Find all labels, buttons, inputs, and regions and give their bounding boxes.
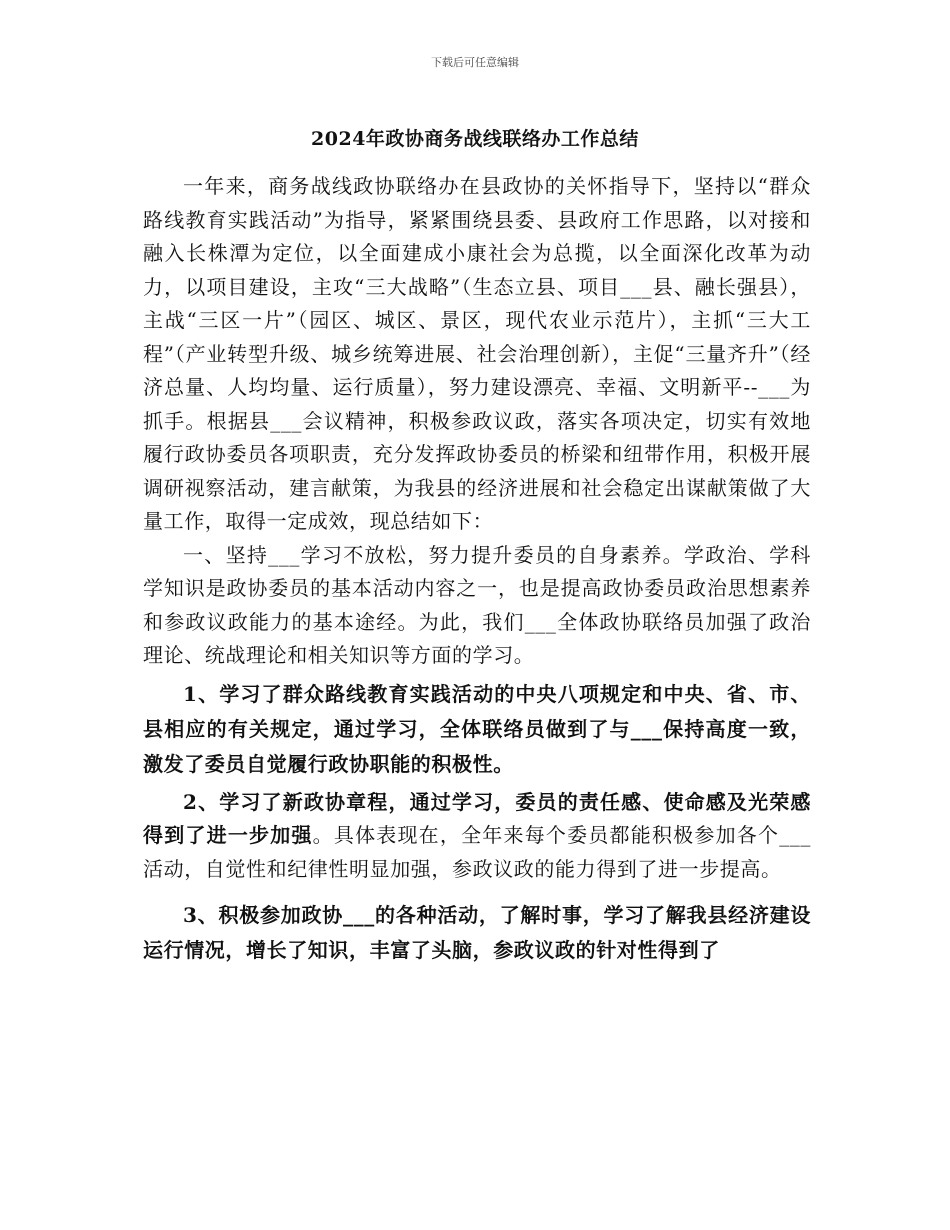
paragraph-section-one: 一、坚持___学习不放松，努力提升委员的自身素养。学政治、学科学知识是政协委员的基本活动内容之一，也是提高政协委员政治思想素养和参政议政能力的基本途经。为此，我们___全体政协联络员加强了政治理论、统战理论和相关知识等方面的学习。 [143, 542, 811, 667]
paragraph-item-two [143, 786, 811, 887]
page-header-note: 下载后可任意编辑 [431, 56, 519, 69]
document-title: 2024年政协商务战线联络办工作总结 [311, 128, 639, 150]
paragraph-item-two-bold: 2、学习了新政协章程，通过学习，委员的责任感、使命感及光荣感得到了进一步加强 [143, 789, 811, 847]
paragraph-intro: 一年来，商务战线政协联络办在县政协的关怀指导下，坚持以“群众路线教育实践活动”为指导，紧紧围绕县委、县政府工作思路，以对接和融入长株潭为定位，以全面建成小康社会为总揽，以全面深化改革为动力，以项目建设，主攻“三大战略”（生态立县、项目___县、融长强县），主战“三区一片”（园区、城区、景区，现代农业示范片），主抓“三大工程”（产业转型升级、城乡统筹进展、社会治理创新），主促“三量齐升”（经济总量、人均均量、运行质量），努力建设漂亮、幸福、文明新平--___为抓手。根据县___会议精神，积极参政议政，落实各项决定，切实有效地履行政协委员各项职责，充分发挥政协委员的桥梁和纽带作用，积极开展调研视察活动，建言献策，为我县的经济进展和社会稳定出谋献策做了大量工作，取得一定成效，现总结如下： [143, 174, 811, 533]
paragraph-item-two-rest: 。具体表现在，全年来每个委员都能积极参加各个___活动，自觉性和纪律性明显加强，参政议政的能力得到了进一步提高。 [143, 823, 811, 881]
paragraph-item-three: 3、积极参加政协___的各种活动，了解时事，学习了解我县经济建设运行情况，增长了知识，丰富了头脑，参政议政的针对性得到了 [143, 903, 811, 962]
document-body [143, 170, 811, 968]
paragraph-item-one: 1、学习了群众路线教育实践活动的中央八项规定和中央、省、市、县相应的有关规定，通过学习，全体联络员做到了与___保持高度一致，激发了委员自觉履行政协职能的积极性。 [143, 681, 811, 776]
